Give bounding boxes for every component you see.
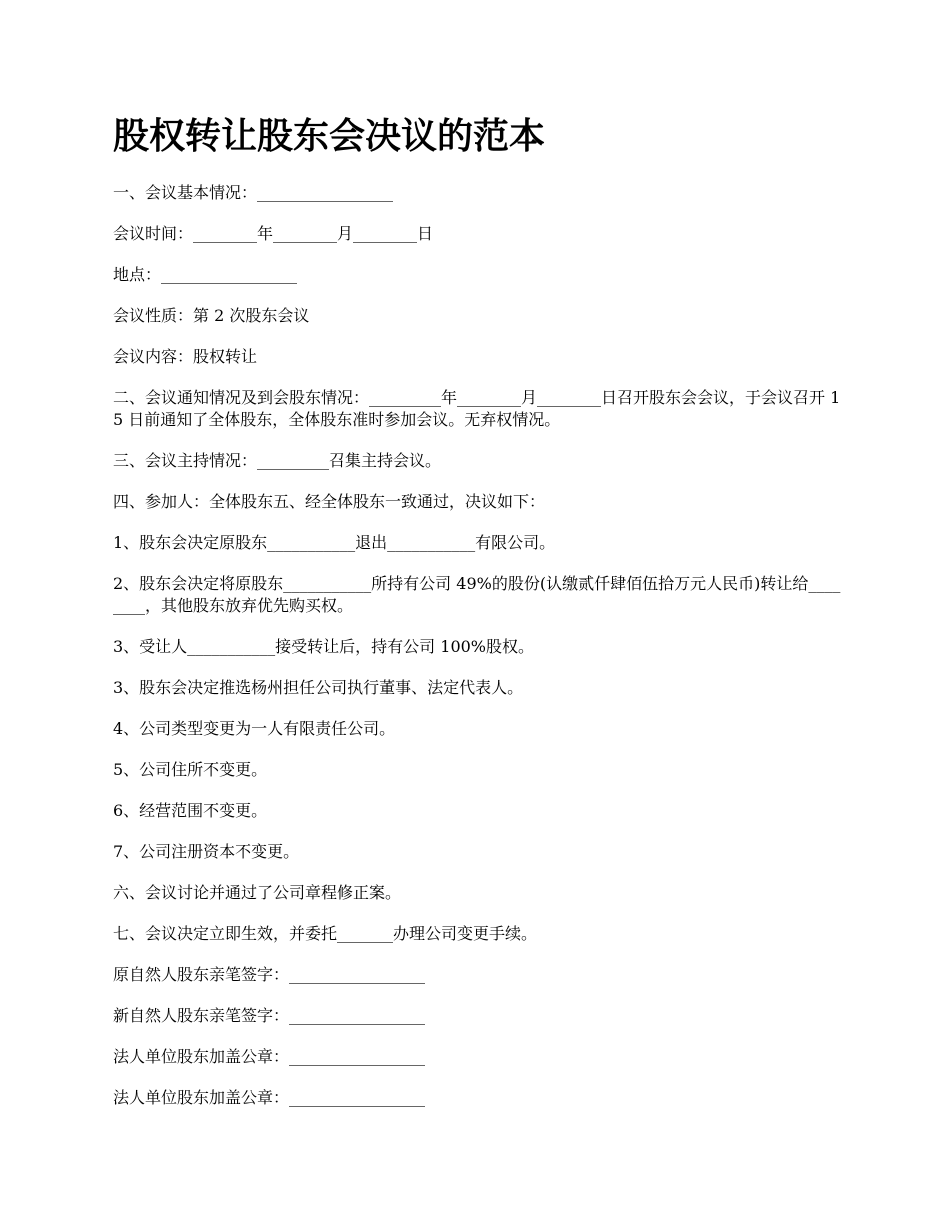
seal-corporate-shareholder-2: 法人单位股东加盖公章：_________________ bbox=[113, 1088, 426, 1107]
document-page bbox=[113, 112, 843, 1128]
resolution-item-7: 7、公司注册资本不变更。 bbox=[113, 842, 300, 861]
resolution-item-6: 6、经营范围不变更。 bbox=[113, 801, 268, 820]
paragraph-articles-amendment: 六、会议讨论并通过了公司章程修正案。 bbox=[113, 883, 402, 902]
signature-original-shareholder: 原自然人股东亲笔签字：_________________ bbox=[113, 965, 426, 984]
resolution-item-1: 1、股东会决定原股东___________退出___________有限公司。 bbox=[113, 533, 556, 552]
paragraph-meeting-basics: 一、会议基本情况：_________________ bbox=[113, 183, 394, 202]
resolution-item-3a: 3、受让人___________接受转让后，持有公司 100%股权。 bbox=[113, 637, 535, 656]
signature-new-shareholder: 新自然人股东亲笔签字：_________________ bbox=[113, 1006, 426, 1025]
paragraph-meeting-nature: 会议性质：第 2 次股东会议 bbox=[113, 306, 310, 325]
paragraph-notice-attendance: 二、会议通知情况及到会股东情况：_________年________月________日召开股东会会议，于会议召开 15 日前通知了全体股东，全体股东准时参加会议。无弃权情况。 bbox=[113, 388, 841, 429]
resolution-item-4: 4、公司类型变更为一人有限责任公司。 bbox=[113, 719, 396, 738]
resolution-item-2: 2、股东会决定将原股东___________所持有公司 49%的股份(认缴贰仟肆佰伍拾万元人民币)转让给________，其他股东放弃优先购买权。 bbox=[113, 574, 841, 615]
paragraph-meeting-content: 会议内容：股权转让 bbox=[113, 347, 258, 366]
document-title: 股权转让股东会决议的范本 bbox=[113, 116, 546, 157]
paragraph-effective: 七、会议决定立即生效，并委托_______办理公司变更手续。 bbox=[113, 924, 538, 943]
paragraph-chair: 三、会议主持情况：_________召集主持会议。 bbox=[113, 451, 442, 470]
paragraph-meeting-time: 会议时间：________年________月________日 bbox=[113, 224, 434, 243]
resolution-item-3b: 3、股东会决定推选杨州担任公司执行董事、法定代表人。 bbox=[113, 678, 524, 697]
paragraph-location: 地点：_________________ bbox=[113, 265, 298, 284]
resolution-item-5: 5、公司住所不变更。 bbox=[113, 760, 268, 779]
paragraph-participants: 四、参加人：全体股东五、经全体股东一致通过，决议如下： bbox=[113, 492, 546, 511]
seal-corporate-shareholder-1: 法人单位股东加盖公章：_________________ bbox=[113, 1047, 426, 1066]
